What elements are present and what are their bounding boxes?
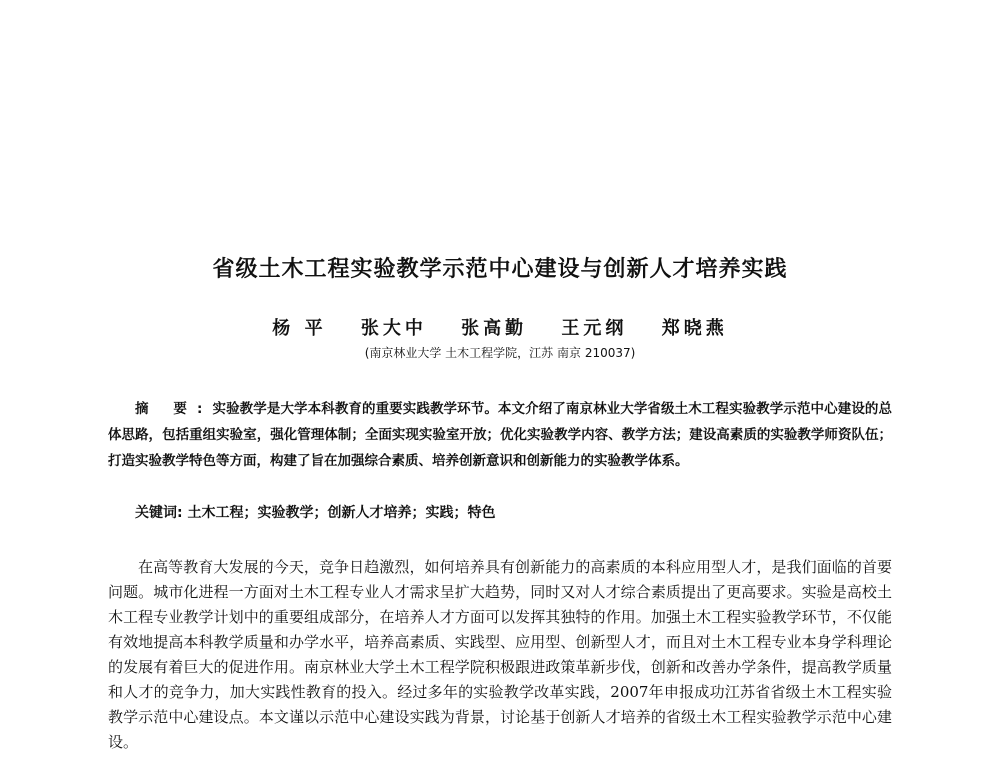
author-name: 张大中 <box>360 318 427 339</box>
body-paragraph: 在高等教育大发展的今天，竞争日趋激烈，如何培养具有创新能力的高素质的本科应用型人才，是我们面临的首要问题。城市化进程一方面对土木工程专业人才需求呈扩大趋势，同时又对人才综合素质提出了更高要求。实验是高校土木工程专业教学计划中的重要组成部分，在培养人才方面可以发挥其独特的作用。加强土木工程实验教学环节，不仅能有效地提高本科教学质量和办学水平，培养高素质、实践型、应用型、创新型人才，而且对土木工程专业本身学科理论的发展有着巨大的促进作用。南京林业大学土木工程学院积极跟进政策革新步伐，创新和改善办学条件，提高教学质量和人才的竞争力，加大实践性教育的投入。经过多年的实验教学改革实践，2007年申报成功江苏省省级土木工程实验教学示范中心建设点。本文谨以示范中心建设实践为背景，讨论基于创新人才培养的省级土木工程实验教学示范中心建设。 <box>108 558 892 751</box>
abstract-text: 实验教学是大学本科教育的重要实践教学环节。本文介绍了南京林业大学省级土木工程实验教学示范中心建设的总体思路，包括重组实验室，强化管理体制；全面实现实验室开放；优化实验教学内容、教学方法；建设高素质的实验教学师资队伍；打造实验教学特色等方面，构建了旨在加强综合素质、培养创新意识和创新能力的实验教学体系。 <box>108 401 893 469</box>
keywords-label: 关键词: <box>135 505 183 521</box>
paper-title: 省级土木工程实验教学示范中心建设与创新人才培养实践 <box>212 257 788 282</box>
keywords-text: 土木工程；实验教学；创新人才培养；实践；特色 <box>187 505 496 521</box>
affiliation: (南京林业大学 土木工程学院，江苏 南京 210037) <box>364 346 636 360</box>
author-list <box>0 314 1000 340</box>
abstract-label: 摘 要: <box>135 401 213 417</box>
author-name: 杨 平 <box>272 318 327 339</box>
keywords <box>135 502 892 522</box>
author-name: 张高勤 <box>461 318 528 339</box>
abstract <box>108 396 892 474</box>
author-name: 郑晓燕 <box>661 318 728 339</box>
author-name: 王元纲 <box>561 318 628 339</box>
